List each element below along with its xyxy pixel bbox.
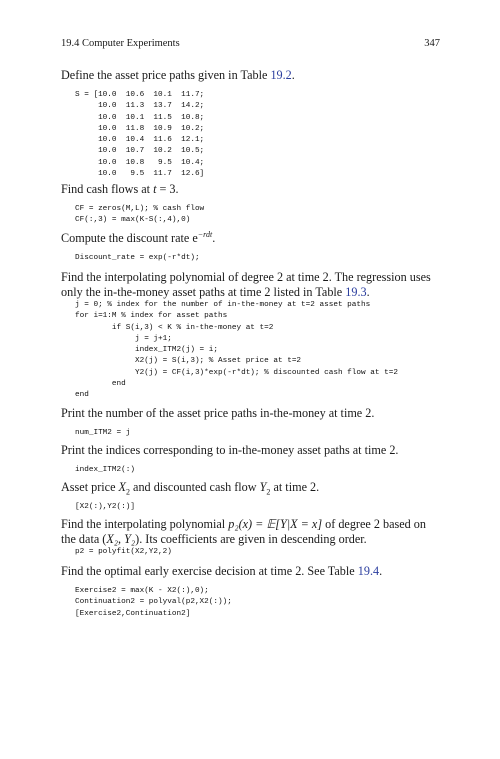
code-exercise-decision: Exercise2 = max(K - X2(:),0); Continuation2 = polyval(p2,X2(:)); [Exercise2,Continuation2]: [75, 587, 232, 618]
code-discount-rate: Discount_rate = exp(-r*dt);: [75, 254, 200, 262]
paragraph-define-paths: Define the asset price paths given in Table 19.2.: [61, 68, 295, 82]
paragraph-early-exercise: Find the optimal early exercise decision at time 2. See Table 19.4.: [61, 564, 383, 578]
code-itm-loop: j = 0; % index for the number of in-the-money at t=2 asset paths for i=1:M % index for asset paths if S(i,3) < K % in-the-money at t=2 j = j+1; index_ITM2(j) = i; X2(j) = S(i,3); % Asset price at t=2 Y2(j) = CF(i,3)*exp(-r*dt); % discounted cash flow at t=2 end end: [75, 301, 398, 400]
table-link-19-4[interactable]: 19.4: [357, 564, 380, 578]
table-link-19-3[interactable]: 19.3: [345, 284, 367, 299]
code-index-itm: index_ITM2(:): [75, 466, 135, 474]
page-number: 347: [424, 38, 440, 49]
code-asset-paths: S = [10.0 10.6 10.1 11.7; 10.0 11.3 13.7 14.2; 10.0 10.1 11.5 10.8; 10.0 11.8 10.9 10.2; 10.0 10.4 11.6 12.1; 10.0 10.7 10.2 10.5; 10.0 10.8 9.5 10.4; 10.0 9.5 11.7 12.6]: [75, 91, 205, 179]
paragraph-print-number: Print the number of the asset price paths in-the-money at time 2.: [61, 406, 375, 420]
table-link-19-2[interactable]: 19.2: [270, 68, 292, 82]
paragraph-print-indices: Print the indices corresponding to in-the-money asset paths at time 2.: [61, 443, 399, 457]
paragraph-interpolating-polynomial: Find the interpolating polynomial of degree 2 at time 2. The regression uses only the in-the-money asset paths at time 2 listed in Table 19.3.: [61, 270, 431, 299]
running-header-section: 19.4 Computer Experiments: [61, 38, 180, 49]
paragraph-discount-rate: Compute the discount rate $e^{-rdt}$.: [61, 229, 216, 245]
code-x2-y2: [X2(:),Y2(:)]: [75, 503, 135, 511]
paragraph-asset-price: Asset price $X_2$ and discounted cash flow $Y_2$ at time 2.: [61, 480, 320, 497]
code-cash-flows: CF = zeros(M,L); % cash flow CF(:,3) = max(K-S(:,4),0): [75, 205, 205, 225]
paragraph-polynomial-fit: Find the interpolating polynomial p₂(x) = 𝔼[Y|X = x] of degree 2 based on the data (X₂, Y₂). Its coefficients are given in descending order.: [61, 517, 426, 546]
math-conditional-expectation: p₂(x) = 𝔼[Y|X = x]: [228, 517, 323, 531]
code-polyfit: p2 = polyfit(X2,Y2,2): [75, 548, 172, 556]
paragraph-cash-flows: Find cash flows at t = 3.: [61, 182, 179, 196]
code-num-itm: num_ITM2 = j: [75, 429, 131, 437]
